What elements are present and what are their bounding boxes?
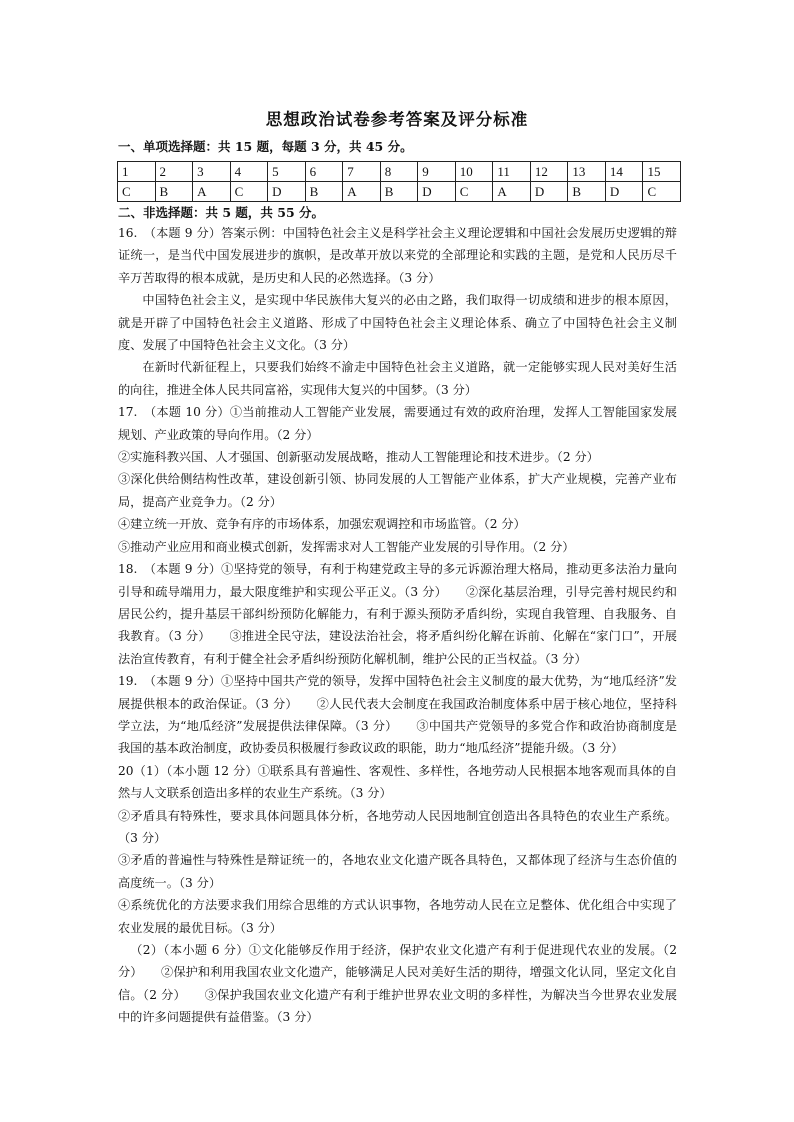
question-number-cell: 6	[305, 162, 343, 182]
answer-cell: C	[118, 182, 156, 202]
answer-16-p2: 中国特色社会主义，是实现中华民族伟大复兴的必由之路，我们取得一切成绩和进步的根本原因，就是开辟了中国特色社会主义道路、形成了中国特色社会主义理论体系、确立了中国特色社会主义制度、发展了中国特色社会主义文化。（3 分）	[118, 293, 677, 353]
answer-17-p5: ⑤推动产业应用和商业模式创新，发挥需求对人工智能产业发展的引导作用。（2 分）	[118, 539, 575, 554]
answer-cell: B	[305, 182, 343, 202]
answer-cell: C	[643, 182, 681, 202]
question-number-cell: 11	[493, 162, 531, 182]
answer-cell: A	[493, 182, 531, 202]
question-number-cell: 1	[118, 162, 156, 182]
answer-20-1-p4: ④系统优化的方法要求我们用综合思维的方式认识事物，各地劳动人民在立足整体、优化组合中实现了农业发展的最优目标。（3 分）	[118, 898, 677, 935]
answer-cell: C	[455, 182, 493, 202]
answer-17-p1: 17. （本题 10 分）①当前推动人工智能产业发展，需要通过有效的政府治理，发挥人工智能国家发展规划、产业政策的导向作用。（2 分）	[118, 405, 677, 442]
question-number-row	[118, 162, 681, 182]
answer-17-p2: ②实施科教兴国、人才强国、创新驱动发展战略，推动人工智能理论和技术进步。（2 分）	[118, 450, 599, 465]
question-number-cell: 9	[418, 162, 456, 182]
answer-17-p4: ④建立统一开放、竞争有序的市场体系，加强宏观调控和市场监管。（2 分）	[118, 517, 526, 532]
question-number-cell: 10	[455, 162, 493, 182]
answer-cell: A	[193, 182, 231, 202]
question-number-cell: 3	[193, 162, 231, 182]
question-number-cell: 12	[530, 162, 568, 182]
answer-body	[118, 222, 677, 1029]
answer-cell: D	[605, 182, 643, 202]
answer-cell: B	[380, 182, 418, 202]
answer-cell: D	[530, 182, 568, 202]
question-number-cell: 2	[155, 162, 193, 182]
question-number-cell: 8	[380, 162, 418, 182]
answer-cell: A	[343, 182, 381, 202]
answer-cell: D	[268, 182, 306, 202]
question-number-cell: 7	[343, 162, 381, 182]
answer-16-p1: 16. （本题 9 分）答案示例：中国特色社会主义是科学社会主义理论逻辑和中国社会发展历史逻辑的辩证统一，是当代中国发展进步的旗帜，是改革开放以来党的全部理论和实践的主题，是党和人民历尽千辛万苦取得的根本成就，是历史和人民的必然选择。（3 分）	[118, 226, 677, 285]
question-number-cell: 15	[643, 162, 681, 182]
answer-cell: C	[230, 182, 268, 202]
page-title: 思想政治试卷参考答案及评分标准	[265, 110, 529, 129]
answer-cell: D	[418, 182, 456, 202]
answer-cell: B	[568, 182, 606, 202]
answer-row	[118, 182, 681, 202]
answer-cell: B	[155, 182, 193, 202]
answer-16-p3: 在新时代新征程上，只要我们始终不渝走中国特色社会主义道路，就一定能够实现人民对美好生活的向往，推进全体人民共同富裕，实现伟大复兴的中国梦。（3 分）	[118, 360, 677, 397]
answer-20-2: （2）（本小题 6 分）①文化能够反作用于经济，保护农业文化遗产有利于促进现代农业的发展。（2 分） ②保护和利用我国农业文化遗产，能够满足人民对美好生活的期待，增强文化认同，坚定文化自信。（2 分） ③保护我国农业文化遗产有利于维护世界农业文明的多样性，为解决当今世界农业发展中的许多问题提供有益借鉴。（3 分）	[118, 943, 677, 1025]
section-heading-essay: 二、非选择题：共 5 题，共 55 分。	[118, 205, 325, 220]
question-number-cell: 13	[568, 162, 606, 182]
answer-20-1-p2: ②矛盾具有特殊性，要求具体问题具体分析，各地劳动人民因地制宜创造出各具特色的农业生产系统。（3 分）	[118, 808, 677, 845]
section-heading-choice: 一、单项选择题：共 15 题，每题 3 分，共 45 分。	[118, 139, 413, 154]
question-number-cell: 5	[268, 162, 306, 182]
question-number-cell: 14	[605, 162, 643, 182]
answer-17-p3: ③深化供给侧结构性改革，建设创新引领、协同发展的人工智能产业体系，扩大产业规模，完善产业布局，提高产业竞争力。（2 分）	[118, 472, 677, 509]
answer-18: 18. （本题 9 分）①坚持党的领导，有利于构建党政主导的多元诉源治理大格局，推动更多法治力量向引导和疏导端用力，最大限度维护和实现公平正义。（3 分） ②深化基层治理，引导完善村规民约和居民公约，提升基层干部纠纷预防化解能力，有利于源头预防矛盾纠纷，实现自我管理、自我服务、自我教育。（3 分） ③推进全民守法，建设法治社会，将矛盾纠纷化解在诉前、化解在“家门口”，开展法治宣传教育，有利于健全社会矛盾纠纷预防化解机制，维护公民的正当权益。（3 分）	[118, 562, 677, 666]
answer-table	[117, 161, 681, 202]
answer-20-1-p1: 20（1）（本小题 12 分）①联系具有普遍性、客观性、多样性，各地劳动人民根据本地客观而具体的自然与人文联系创造出多样的农业生产系统。（3 分）	[118, 763, 677, 801]
question-number-cell: 4	[230, 162, 268, 182]
answer-20-1-p3: ③矛盾的普遍性与特殊性是辩证统一的，各地农业文化遗产既各具特色，又都体现了经济与生态价值的高度统一。（3 分）	[118, 853, 677, 890]
answer-19: 19. （本题 9 分）①坚持中国共产党的领导，发挥中国特色社会主义制度的最大优势，为“地瓜经济”发展提供根本的政治保证。（3 分） ②人民代表大会制度在我国政治制度体系中居于核心地位，坚持科学立法，为“地瓜经济”发展提供法律保障。（3 分） ③中国共产党领导的多党合作和政治协商制度是我国的基本政治制度，政协委员积极履行参政议政的职能，助力“地瓜经济”提能升级。（3 分）	[118, 674, 677, 756]
